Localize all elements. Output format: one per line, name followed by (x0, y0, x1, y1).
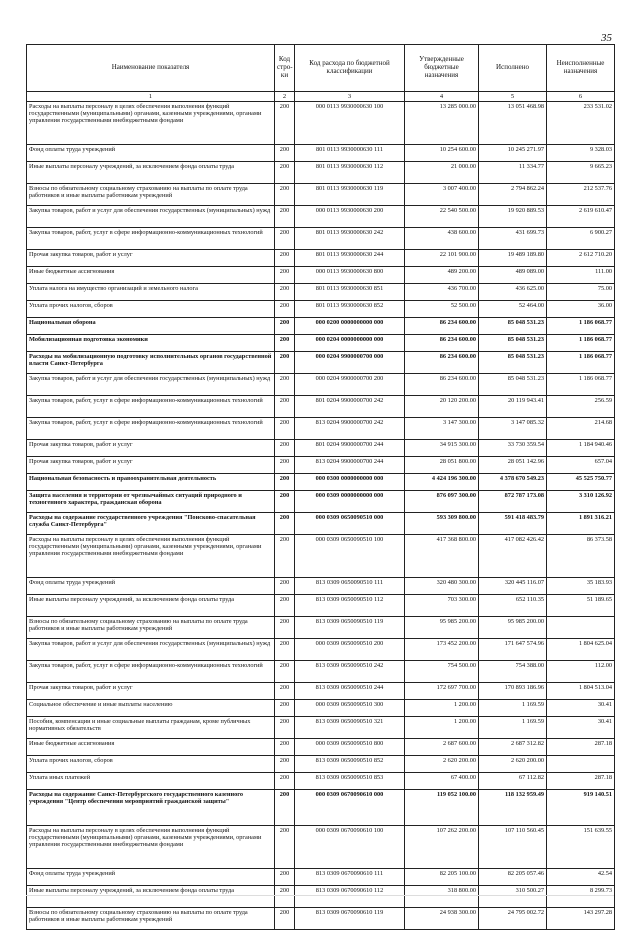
row-unexecuted-cell: 36.00 (547, 301, 615, 318)
row-unexecuted-cell: 151 639.55 (547, 826, 615, 869)
row-name-cell: Закупка товаров, работ, услуг в сфере информационно-коммуникационных технологий (27, 396, 275, 418)
row-line-code-cell: 200 (275, 683, 295, 700)
row-approved-cell: 119 052 100.00 (405, 790, 479, 826)
row-line-code-cell: 200 (275, 595, 295, 617)
row-executed-cell: 591 418 483.79 (479, 513, 547, 535)
row-approved-cell: 489 200.00 (405, 267, 479, 284)
row-executed-cell: 652 110.35 (479, 595, 547, 617)
row-approved-cell: 172 697 700.00 (405, 683, 479, 700)
row-line-code-cell: 200 (275, 491, 295, 513)
row-budget-code-cell: 000 0113 9930000630 200 (295, 206, 405, 228)
row-executed-cell: 436 625.00 (479, 284, 547, 301)
column-number: 2 (275, 92, 295, 102)
row-name-cell: Фонд оплаты труда учреждений (27, 145, 275, 162)
row-line-code-cell: 200 (275, 102, 295, 145)
table-row (27, 184, 615, 206)
row-unexecuted-cell: 1 186 068.77 (547, 335, 615, 352)
row-budget-code-cell: 801 0113 9930000630 111 (295, 145, 405, 162)
row-executed-cell: 82 205 057.46 (479, 869, 547, 886)
row-line-code-cell: 200 (275, 145, 295, 162)
table-row (27, 595, 615, 617)
row-unexecuted-cell: 287.18 (547, 773, 615, 790)
row-budget-code-cell: 000 0113 9930000630 800 (295, 267, 405, 284)
table-row (27, 617, 615, 639)
row-name-cell: Прочая закупка товаров, работ и услуг (27, 250, 275, 267)
table-row (27, 374, 615, 396)
row-name-cell: Иные выплаты персоналу учреждений, за исключением фонда оплаты труда (27, 886, 275, 908)
row-unexecuted-cell: 35 183.93 (547, 578, 615, 595)
row-name-cell: Взносы по обязательному социальному страхованию на выплаты по оплате труда работников и иные выплаты работникам учреждений (27, 908, 275, 930)
row-approved-cell: 3 007 400.00 (405, 184, 479, 206)
row-line-code-cell: 200 (275, 284, 295, 301)
row-line-code-cell: 200 (275, 513, 295, 535)
row-name-cell: Расходы на содержание государственного учреждения "Поисково-спасательная служба Санкт-Петербурга" (27, 513, 275, 535)
row-approved-cell: 52 500.00 (405, 301, 479, 318)
row-budget-code-cell: 801 0113 9930000630 852 (295, 301, 405, 318)
table-row (27, 418, 615, 440)
row-approved-cell: 107 262 200.00 (405, 826, 479, 869)
row-name-cell: Закупка товаров, работ и услуг для обеспечения государственных (муниципальных) нужд (27, 639, 275, 661)
row-executed-cell: 107 110 560.45 (479, 826, 547, 869)
row-unexecuted-cell: 1 184 940.46 (547, 440, 615, 457)
row-executed-cell: 1 169.59 (479, 700, 547, 717)
row-approved-cell: 22 540 500.00 (405, 206, 479, 228)
row-line-code-cell: 200 (275, 578, 295, 595)
table-body (27, 102, 615, 930)
row-name-cell: Мобилизационная подготовка экономики (27, 335, 275, 352)
header-budget-code: Код расхода по бюджетной классификации (295, 45, 405, 92)
row-unexecuted-cell: 30.41 (547, 700, 615, 717)
row-unexecuted-cell: 1 186 068.77 (547, 352, 615, 374)
row-executed-cell: 1 169.59 (479, 717, 547, 739)
table-row (27, 396, 615, 418)
row-approved-cell: 703 300.00 (405, 595, 479, 617)
row-budget-code-cell: 801 0204 9900000700 244 (295, 440, 405, 457)
table-row (27, 335, 615, 352)
row-line-code-cell: 200 (275, 374, 295, 396)
row-unexecuted-cell: 1 804 513.04 (547, 683, 615, 700)
row-name-cell: Уплата прочих налогов, сборов (27, 756, 275, 773)
row-executed-cell: 118 132 959.49 (479, 790, 547, 826)
row-unexecuted-cell: 233 531.02 (547, 102, 615, 145)
row-approved-cell: 28 051 800.00 (405, 457, 479, 474)
row-executed-cell: 33 730 359.54 (479, 440, 547, 457)
row-name-cell: Закупка товаров, работ и услуг для обеспечения государственных (муниципальных) нужд (27, 374, 275, 396)
table-row (27, 145, 615, 162)
row-line-code-cell: 200 (275, 440, 295, 457)
header-line-code: Код стро-ки (275, 45, 295, 92)
row-budget-code-cell: 813 0309 0670090610 111 (295, 869, 405, 886)
column-number: 4 (405, 92, 479, 102)
row-budget-code-cell: 813 0204 9900000700 242 (295, 418, 405, 440)
row-budget-code-cell: 000 0300 0000000000 000 (295, 474, 405, 491)
row-budget-code-cell: 813 0309 0650090510 111 (295, 578, 405, 595)
row-approved-cell: 86 234 600.00 (405, 335, 479, 352)
table-header-row (27, 45, 615, 92)
column-number: 1 (27, 92, 275, 102)
row-unexecuted-cell: 214.68 (547, 418, 615, 440)
table-row (27, 228, 615, 250)
row-budget-code-cell: 000 0204 9900000700 200 (295, 374, 405, 396)
row-name-cell: Прочая закупка товаров, работ и услуг (27, 440, 275, 457)
row-budget-code-cell: 000 0309 0000000000 000 (295, 491, 405, 513)
row-unexecuted-cell: 287.18 (547, 739, 615, 756)
row-budget-code-cell: 000 0309 0650090510 800 (295, 739, 405, 756)
row-line-code-cell: 200 (275, 318, 295, 335)
row-executed-cell: 2 687 312.82 (479, 739, 547, 756)
row-approved-cell: 436 700.00 (405, 284, 479, 301)
row-unexecuted-cell: 919 140.51 (547, 790, 615, 826)
row-approved-cell: 2 687 600.00 (405, 739, 479, 756)
row-approved-cell: 438 600.00 (405, 228, 479, 250)
row-executed-cell: 19 920 889.53 (479, 206, 547, 228)
row-approved-cell: 754 500.00 (405, 661, 479, 683)
row-approved-cell: 20 120 200.00 (405, 396, 479, 418)
row-executed-cell: 2 794 862.24 (479, 184, 547, 206)
row-unexecuted-cell: 1 804 625.04 (547, 639, 615, 661)
table-row (27, 440, 615, 457)
row-line-code-cell: 200 (275, 756, 295, 773)
row-unexecuted-cell: 30.41 (547, 717, 615, 739)
row-name-cell: Прочая закупка товаров, работ и услуг (27, 457, 275, 474)
row-name-cell: Расходы на мобилизационную подготовку исполнительных органов государственной власти Санкт-Петербурга (27, 352, 275, 374)
row-executed-cell: 85 048 531.23 (479, 374, 547, 396)
row-line-code-cell: 200 (275, 206, 295, 228)
row-unexecuted-cell: 75.00 (547, 284, 615, 301)
row-approved-cell: 4 424 196 300.00 (405, 474, 479, 491)
row-unexecuted-cell: 2 612 710.20 (547, 250, 615, 267)
row-executed-cell: 872 787 173.08 (479, 491, 547, 513)
row-executed-cell: 489 089.00 (479, 267, 547, 284)
table-row (27, 162, 615, 184)
row-line-code-cell: 200 (275, 869, 295, 886)
row-name-cell: Взносы по обязательному социальному страхованию на выплаты по оплате труда работников и иные выплаты работникам учреждений (27, 184, 275, 206)
row-name-cell: Защита населения и территории от чрезвычайных ситуаций природного и техногенного характера, гражданская оборона (27, 491, 275, 513)
row-budget-code-cell: 813 0309 0650090510 321 (295, 717, 405, 739)
row-name-cell: Иные бюджетные ассигнования (27, 739, 275, 756)
row-name-cell: Национальная оборона (27, 318, 275, 335)
row-budget-code-cell: 000 0200 0000000000 000 (295, 318, 405, 335)
row-executed-cell: 417 082 426.42 (479, 535, 547, 578)
row-budget-code-cell: 000 0113 9930000630 100 (295, 102, 405, 145)
row-budget-code-cell: 801 0113 9930000630 244 (295, 250, 405, 267)
row-unexecuted-cell: 256.59 (547, 396, 615, 418)
row-budget-code-cell: 813 0309 0650090510 244 (295, 683, 405, 700)
table-row (27, 250, 615, 267)
row-executed-cell: 4 378 670 549.23 (479, 474, 547, 491)
row-line-code-cell: 200 (275, 301, 295, 318)
row-executed-cell: 3 147 085.32 (479, 418, 547, 440)
row-line-code-cell: 200 (275, 717, 295, 739)
row-approved-cell: 34 915 300.00 (405, 440, 479, 457)
row-budget-code-cell: 000 0309 0650090510 100 (295, 535, 405, 578)
column-number: 3 (295, 92, 405, 102)
row-line-code-cell: 200 (275, 162, 295, 184)
header-executed: Исполнено (479, 45, 547, 92)
row-budget-code-cell: 813 0309 0650090510 853 (295, 773, 405, 790)
row-name-cell: Иные выплаты персоналу учреждений, за исключением фонда оплаты труда (27, 162, 275, 184)
row-executed-cell: 170 893 186.96 (479, 683, 547, 700)
table-row (27, 474, 615, 491)
row-budget-code-cell: 801 0204 9900000700 242 (295, 396, 405, 418)
row-unexecuted-cell: 1 891 316.21 (547, 513, 615, 535)
page-number: 35 (601, 32, 612, 44)
row-unexecuted-cell: 45 525 750.77 (547, 474, 615, 491)
row-name-cell: Расходы на выплаты персоналу в целях обеспечения выполнения функций государственными (муниципальными) органами, казенными учреждениями, органами управления государственными внебюджетными фондами (27, 826, 275, 869)
row-unexecuted-cell: 6 900.27 (547, 228, 615, 250)
row-unexecuted-cell: 9 328.03 (547, 145, 615, 162)
row-executed-cell: 20 119 943.41 (479, 396, 547, 418)
row-line-code-cell: 200 (275, 267, 295, 284)
row-executed-cell: 85 048 531.23 (479, 318, 547, 335)
row-unexecuted-cell: 2 619 610.47 (547, 206, 615, 228)
row-executed-cell: 320 445 116.07 (479, 578, 547, 595)
row-name-cell: Взносы по обязательному социальному страхованию на выплаты по оплате труда работников и иные выплаты работникам учреждений (27, 617, 275, 639)
row-executed-cell: 754 388.00 (479, 661, 547, 683)
row-approved-cell: 173 452 200.00 (405, 639, 479, 661)
row-unexecuted-cell: 86 373.58 (547, 535, 615, 578)
row-budget-code-cell: 000 0309 0650090510 200 (295, 639, 405, 661)
table-row (27, 886, 615, 908)
row-approved-cell: 2 620 200.00 (405, 756, 479, 773)
row-approved-cell: 1 200.00 (405, 700, 479, 717)
row-line-code-cell: 200 (275, 352, 295, 374)
row-name-cell: Уплата налога на имущество организаций и земельного налога (27, 284, 275, 301)
budget-execution-table (26, 44, 615, 930)
table-row (27, 102, 615, 145)
row-budget-code-cell: 801 0113 9930000630 119 (295, 184, 405, 206)
row-name-cell: Закупка товаров, работ, услуг в сфере информационно-коммуникационных технологий (27, 418, 275, 440)
row-name-cell: Расходы на содержание Санкт-Петербургского государственного казенного учреждения "Центр обеспечения мероприятий гражданской защиты" (27, 790, 275, 826)
row-approved-cell: 24 938 300.00 (405, 908, 479, 930)
row-name-cell: Иные бюджетные ассигнования (27, 267, 275, 284)
row-line-code-cell: 200 (275, 908, 295, 930)
row-executed-cell: 310 500.27 (479, 886, 547, 908)
row-approved-cell: 21 000.00 (405, 162, 479, 184)
header-unexecuted: Неисполненные назначения (547, 45, 615, 92)
row-line-code-cell: 200 (275, 250, 295, 267)
table-row (27, 790, 615, 826)
row-unexecuted-cell: 657.04 (547, 457, 615, 474)
table-row (27, 756, 615, 773)
header-name: Наименование показателя (27, 45, 275, 92)
table-row (27, 717, 615, 739)
row-unexecuted-cell: 42.54 (547, 869, 615, 886)
row-line-code-cell: 200 (275, 639, 295, 661)
column-number: 6 (547, 92, 615, 102)
row-executed-cell: 171 647 574.96 (479, 639, 547, 661)
column-number-row (27, 92, 615, 102)
row-name-cell: Прочая закупка товаров, работ и услуг (27, 683, 275, 700)
row-approved-cell: 593 309 800.00 (405, 513, 479, 535)
row-executed-cell: 52 464.00 (479, 301, 547, 318)
row-executed-cell: 28 051 142.96 (479, 457, 547, 474)
row-executed-cell: 19 489 189.80 (479, 250, 547, 267)
row-approved-cell: 320 480 300.00 (405, 578, 479, 595)
row-approved-cell: 82 205 100.00 (405, 869, 479, 886)
table-row (27, 284, 615, 301)
row-executed-cell: 10 245 271.97 (479, 145, 547, 162)
row-name-cell: Закупка товаров, работ, услуг в сфере информационно-коммуникационных технологий (27, 661, 275, 683)
row-budget-code-cell: 000 0204 0000000000 000 (295, 335, 405, 352)
row-line-code-cell: 200 (275, 474, 295, 491)
row-executed-cell: 13 051 468.98 (479, 102, 547, 145)
row-approved-cell: 417 368 800.00 (405, 535, 479, 578)
table-row (27, 352, 615, 374)
row-executed-cell: 67 112.82 (479, 773, 547, 790)
row-name-cell: Уплата прочих налогов, сборов (27, 301, 275, 318)
row-line-code-cell: 200 (275, 457, 295, 474)
row-budget-code-cell: 801 0113 9930000630 112 (295, 162, 405, 184)
row-line-code-cell: 200 (275, 335, 295, 352)
table-row (27, 578, 615, 595)
row-unexecuted-cell: 143 297.28 (547, 908, 615, 930)
row-line-code-cell: 200 (275, 418, 295, 440)
row-executed-cell: 2 620 200.00 (479, 756, 547, 773)
table-row (27, 513, 615, 535)
row-name-cell: Пособия, компенсации и иные социальные выплаты гражданам, кроме публичных нормативных обязательств (27, 717, 275, 739)
column-number: 5 (479, 92, 547, 102)
row-unexecuted-cell: 8 299.73 (547, 886, 615, 908)
table-row (27, 301, 615, 318)
row-budget-code-cell: 000 0309 0670090610 100 (295, 826, 405, 869)
table-row (27, 491, 615, 513)
table-row (27, 206, 615, 228)
row-name-cell: Социальное обеспечение и иные выплаты населению (27, 700, 275, 717)
row-budget-code-cell: 000 0309 0670090610 000 (295, 790, 405, 826)
table-row (27, 773, 615, 790)
row-line-code-cell: 200 (275, 739, 295, 756)
row-unexecuted-cell: 212 537.76 (547, 184, 615, 206)
row-executed-cell: 24 795 002.72 (479, 908, 547, 930)
row-line-code-cell: 200 (275, 396, 295, 418)
row-line-code-cell: 200 (275, 790, 295, 826)
row-name-cell: Закупка товаров, работ и услуг для обеспечения государственных (муниципальных) нужд (27, 206, 275, 228)
row-name-cell: Расходы на выплаты персоналу в целях обеспечения выполнения функций государственными (муниципальными) органами, казенными учреждениями, органами управления государственными внебюджетными фондами (27, 102, 275, 145)
row-line-code-cell: 200 (275, 617, 295, 639)
row-executed-cell: 85 048 531.23 (479, 352, 547, 374)
row-approved-cell: 10 254 600.00 (405, 145, 479, 162)
row-executed-cell: 431 699.73 (479, 228, 547, 250)
table-row (27, 535, 615, 578)
row-unexecuted-cell: 111.00 (547, 267, 615, 284)
row-approved-cell: 95 985 200.00 (405, 617, 479, 639)
table-row (27, 267, 615, 284)
row-unexecuted-cell (547, 617, 615, 639)
table-row (27, 869, 615, 886)
row-name-cell: Закупка товаров, работ, услуг в сфере информационно-коммуникационных технологий (27, 228, 275, 250)
row-executed-cell: 11 334.77 (479, 162, 547, 184)
row-budget-code-cell: 000 0309 0650090510 300 (295, 700, 405, 717)
table-row (27, 683, 615, 700)
table-row (27, 661, 615, 683)
row-budget-code-cell: 813 0204 9900000700 244 (295, 457, 405, 474)
row-line-code-cell: 200 (275, 535, 295, 578)
row-approved-cell: 86 234 600.00 (405, 374, 479, 396)
row-budget-code-cell: 813 0309 0650090510 852 (295, 756, 405, 773)
row-budget-code-cell: 801 0113 9930000630 851 (295, 284, 405, 301)
row-line-code-cell: 200 (275, 700, 295, 717)
row-executed-cell: 95 985 200.00 (479, 617, 547, 639)
row-budget-code-cell: 801 0113 9930000630 242 (295, 228, 405, 250)
row-executed-cell: 85 048 531.23 (479, 335, 547, 352)
row-approved-cell: 22 101 900.00 (405, 250, 479, 267)
row-budget-code-cell: 813 0309 0650090510 242 (295, 661, 405, 683)
row-name-cell: Уплата иных платежей (27, 773, 275, 790)
table-row (27, 826, 615, 869)
row-approved-cell: 876 097 300.00 (405, 491, 479, 513)
row-unexecuted-cell (547, 756, 615, 773)
row-unexecuted-cell: 112.00 (547, 661, 615, 683)
row-name-cell: Фонд оплаты труда учреждений (27, 578, 275, 595)
row-name-cell: Расходы на выплаты персоналу в целях обеспечения выполнения функций государственными (муниципальными) органами, казенными учреждениями, органами управления государственными внебюджетными фондами (27, 535, 275, 578)
table-row (27, 457, 615, 474)
table-row (27, 908, 615, 930)
table-row (27, 739, 615, 756)
row-line-code-cell: 200 (275, 184, 295, 206)
row-approved-cell: 3 147 300.00 (405, 418, 479, 440)
row-approved-cell: 13 285 000.00 (405, 102, 479, 145)
row-approved-cell: 1 200.00 (405, 717, 479, 739)
row-budget-code-cell: 813 0309 0650090510 112 (295, 595, 405, 617)
row-budget-code-cell: 813 0309 0670090610 112 (295, 886, 405, 908)
row-line-code-cell: 200 (275, 826, 295, 869)
row-line-code-cell: 200 (275, 886, 295, 908)
row-budget-code-cell: 000 0309 0650090510 000 (295, 513, 405, 535)
row-name-cell: Национальная безопасность и правоохранительная деятельность (27, 474, 275, 491)
row-line-code-cell: 200 (275, 661, 295, 683)
page-footer-divider (26, 895, 614, 896)
row-line-code-cell: 200 (275, 228, 295, 250)
row-unexecuted-cell: 1 186 068.77 (547, 374, 615, 396)
row-line-code-cell: 200 (275, 773, 295, 790)
row-approved-cell: 318 800.00 (405, 886, 479, 908)
row-budget-code-cell: 813 0309 0650090510 119 (295, 617, 405, 639)
header-approved: Утвержденные бюджетные назначения (405, 45, 479, 92)
table-row (27, 639, 615, 661)
row-unexecuted-cell: 3 310 126.92 (547, 491, 615, 513)
row-unexecuted-cell: 1 186 068.77 (547, 318, 615, 335)
row-budget-code-cell: 813 0309 0670090610 119 (295, 908, 405, 930)
table-row (27, 318, 615, 335)
row-approved-cell: 86 234 600.00 (405, 352, 479, 374)
table-row (27, 700, 615, 717)
row-unexecuted-cell: 9 665.23 (547, 162, 615, 184)
row-name-cell: Иные выплаты персоналу учреждений, за исключением фонда оплаты труда (27, 595, 275, 617)
row-budget-code-cell: 000 0204 9900000700 000 (295, 352, 405, 374)
row-unexecuted-cell: 51 189.65 (547, 595, 615, 617)
row-approved-cell: 67 400.00 (405, 773, 479, 790)
row-approved-cell: 86 234 600.00 (405, 318, 479, 335)
row-name-cell: Фонд оплаты труда учреждений (27, 869, 275, 886)
